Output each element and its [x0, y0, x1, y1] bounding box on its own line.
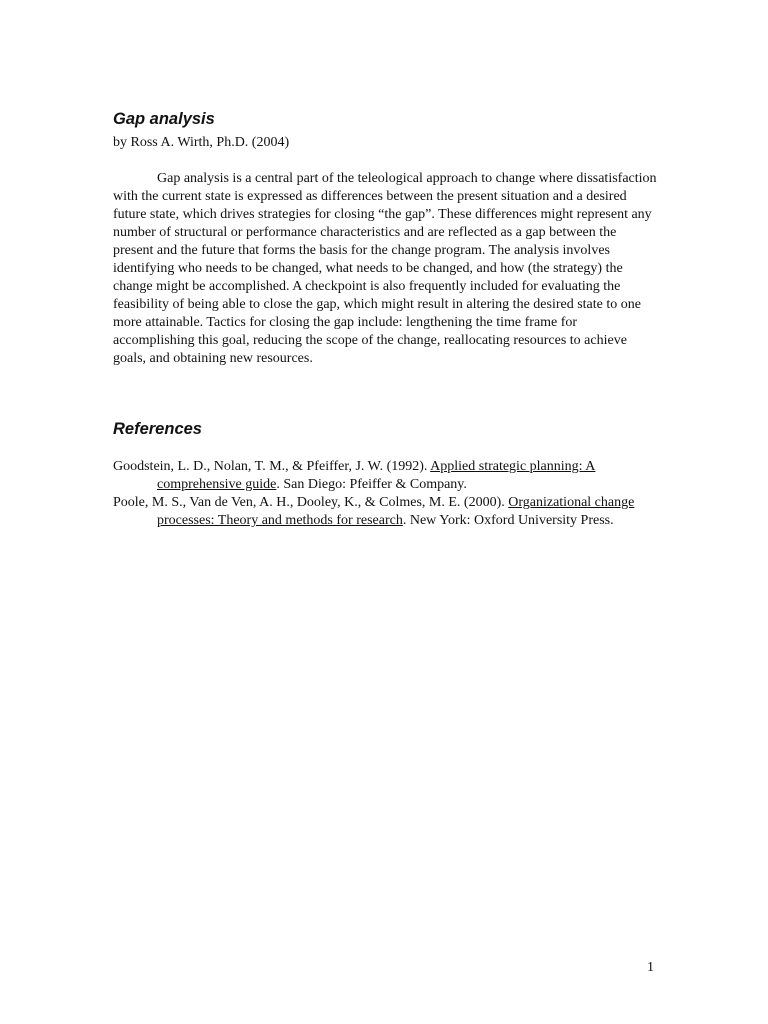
references-list [113, 458, 658, 530]
reference-item [113, 458, 658, 494]
reference-title: Applied strategic planning: A comprehensive guide [157, 459, 596, 492]
references-heading: References [113, 420, 202, 438]
reference-publisher: . New York: Oxford University Press. [402, 513, 614, 528]
author-byline: by Ross A. Wirth, Ph.D. (2004) [113, 135, 290, 150]
body-paragraph: Gap analysis is a central part of the teleological approach to change where dissatisfaction with the current state is expressed as differences between the present situation and a desired future state, which drives strategies for closing “the gap”. These differences might represent any number of structural or performance characteristics and are reflected as a gap between the present and the future that forms the basis for the change program. The analysis involves identifying who needs to be changed, what needs to be changed, and how (the strategy) the change might be accomplished. A checkpoint is also frequently included for evaluating the feasibility of being able to close the gap, which might result in altering the desired state to one more attainable. Tactics for closing the gap include: lengthening the time frame for accomplishing this goal, reducing the scope of the change, reallocating resources to achieve goals, and obtaining new resources. [113, 171, 657, 366]
document-content [113, 108, 658, 530]
reference-authors: Goodstein, L. D., Nolan, T. M., & Pfeiffer, J. W. (1992). [113, 459, 431, 474]
reference-publisher: . San Diego: Pfeiffer & Company. [276, 477, 467, 492]
reference-item [113, 494, 658, 530]
document-title: Gap analysis [113, 110, 215, 128]
reference-title: Organizational change processes: Theory and methods for research [157, 495, 635, 528]
page-number: 1 [647, 960, 654, 975]
reference-authors: Poole, M. S., Van de Ven, A. H., Dooley, K., & Colmes, M. E. (2000). [113, 495, 509, 510]
